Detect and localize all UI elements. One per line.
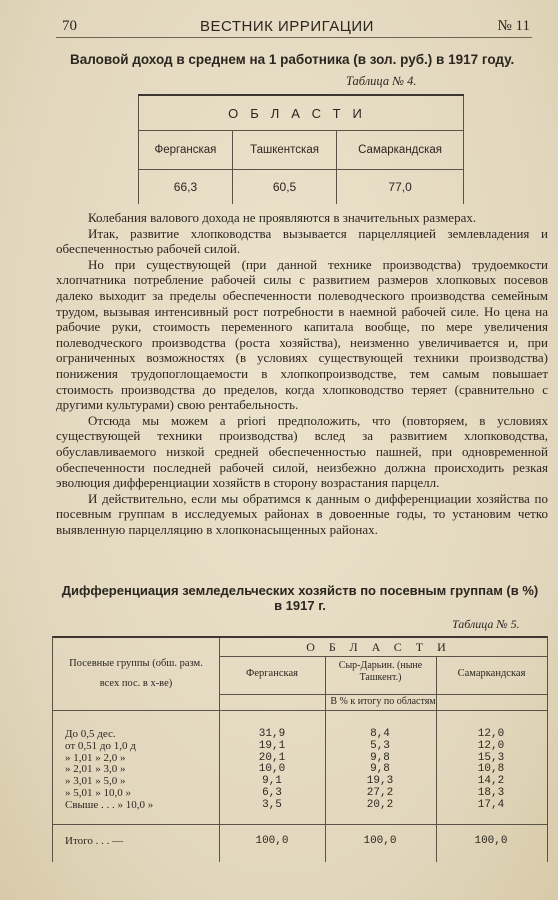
- table2-row-value: 17,4: [477, 798, 505, 811]
- table2-divider: [436, 656, 437, 862]
- running-header: [0, 18, 558, 38]
- table2-row-value: 14,2: [477, 775, 505, 788]
- table2-group-header: Посевные группы (обш. разм. всех пос. в х-ве): [69, 658, 203, 689]
- table2-divider: [219, 694, 547, 695]
- table2-divider: [53, 710, 547, 711]
- table2-regions-header: ОБЛАСТИ: [306, 640, 460, 654]
- table2-divider: [219, 656, 547, 657]
- table2-row-label: » 1,01 » 2,0 »: [65, 751, 126, 764]
- table1-col-tashkent: Ташкентская: [232, 131, 336, 170]
- paragraph: Но при существующей (при данной технике производства) трудоемкости хлопчатника потребление рабочей силы с развитием размеров хлопковых посевов далеко выходит за пределы обеспеченности полеводческого производства семейным трудом, вызывая интенсивный рост потребности в наемной рабочей силе. Но цена на рабочие руки, стоимость переменного капитала вообще, по мере увеличения полеводческого производства (роста хозяйства), неизменно увеличивается и, при ограниченных возможностях (в условиях существующей техники производства) понижения трудопоглощаемости в хлопкопроизводстве, тем самым повышает стоимость производства до пределов, когда хлопководство теряет (сравнительно с другими культурами) свою рентабельность.: [56, 256, 548, 413]
- table2-col-fergana: Ферганская: [246, 668, 298, 679]
- table1-value-fergana: 66,3: [139, 170, 233, 205]
- table2-row-value: 10,0: [258, 763, 286, 776]
- page-number: 70: [62, 18, 77, 34]
- table2-row-value: 9,8: [370, 763, 390, 776]
- table2-title-line2: в 1917 г.: [274, 598, 326, 613]
- table1-value-samarkand: 77,0: [337, 170, 464, 205]
- table1-title: Валовой доход в среднем на 1 работника (в зол. руб.) в 1917 году.: [70, 52, 515, 67]
- table2-row-value: 31,9: [258, 728, 286, 740]
- paragraph: Отсюда мы можем a priori предположить, что (повторяем, в условиях существующей техники производства) вслед за развитием хлопководства, обуславливаемого низкой средней обеспеченностью пашней, при одновременной обеспеченности последней рабочей силой, неизбежно должна происходить резкая эволюция дифференциации хозяйств в сторону возрастания парцелл.: [56, 412, 548, 491]
- table2-row-value: 18,3: [477, 787, 505, 799]
- table2-row-value: 9,1: [262, 775, 282, 788]
- paragraph: Колебания валового дохода не проявляются в значительных размерах.: [88, 210, 477, 225]
- table2-total-value: 100,0: [255, 835, 289, 847]
- table2-title-line1: Дифференциация земледельческих хозяйств по посевным группам (в %): [61, 583, 539, 598]
- header-rule: [56, 37, 532, 38]
- table1-regions-header: ОБЛАСТИ: [139, 95, 464, 131]
- table2-title: [50, 583, 550, 613]
- table2-row-label: » 2,01 » 3,0 »: [65, 763, 126, 776]
- table2-row-label: До 0,5 дес.: [65, 728, 116, 740]
- table2: [52, 636, 548, 862]
- table2-row-value: 10,8: [477, 763, 505, 776]
- table1: [138, 94, 464, 204]
- table2-row-value: 27,2: [366, 787, 394, 799]
- table2-row-value: 5,3: [370, 739, 390, 752]
- paragraph: И действительно, если мы обратимся к данным о дифференциации хозяйства по посевным группам в исследуемых районах в довоенные годы, то установим четко выявленную парцелляцию в хлопконасыщенных районах.: [56, 490, 548, 537]
- table2-row-label: Свыше . . . » 10,0 »: [65, 798, 154, 811]
- journal-title: ВЕСТНИК ИРРИГАЦИИ: [200, 18, 374, 35]
- issue-number: № 11: [497, 18, 530, 34]
- table2-total-value: 100,0: [474, 835, 508, 847]
- body-text: [56, 210, 548, 537]
- table1-value-tashkent: 60,5: [232, 170, 336, 205]
- table2-col-samarkand: Самаркандская: [457, 668, 526, 679]
- table2-row-value: 20,1: [258, 751, 286, 764]
- table2-number: Таблица № 5.: [452, 617, 520, 631]
- table2-row-value: 12,0: [477, 739, 505, 752]
- table2-row-label: » 5,01 » 10,0 »: [65, 787, 131, 799]
- table2-row-label: » 3,01 » 5,0 »: [65, 775, 126, 788]
- table1-number: Таблица № 4.: [346, 74, 417, 88]
- table2-row-value: 8,4: [370, 728, 390, 740]
- table2-col-syrdarya: Сыр-Дарьин. (ныне Ташкент.): [338, 660, 423, 683]
- table2-divider: [53, 824, 547, 825]
- table1-col-fergana: Ферганская: [139, 131, 233, 170]
- paragraph: Итак, развитие хлопководства вызывается парцелляцией землевладения и обеспеченностью рабочей силой.: [56, 225, 548, 257]
- table2-row-value: 20,2: [366, 798, 394, 811]
- table1-col-samarkand: Самаркандская: [337, 131, 464, 170]
- table2-divider: [325, 656, 326, 862]
- table2-row-value: 15,3: [477, 751, 505, 764]
- table2-row-value: 3,5: [262, 798, 282, 811]
- table2-row-value: 19,3: [366, 775, 394, 788]
- table2-subheader: В % к итогу по областям: [330, 696, 436, 707]
- table2-row-value: 19,1: [258, 739, 286, 752]
- table2-row-value: 6,3: [262, 787, 282, 799]
- table2-total-value: 100,0: [363, 835, 397, 847]
- table2-row-label: от 0,51 до 1,0 д: [65, 739, 136, 752]
- table2-row-value: 9,8: [370, 751, 390, 764]
- table2-row-value: 12,0: [477, 728, 505, 740]
- table2-total-label: Итого . . . —: [65, 835, 124, 847]
